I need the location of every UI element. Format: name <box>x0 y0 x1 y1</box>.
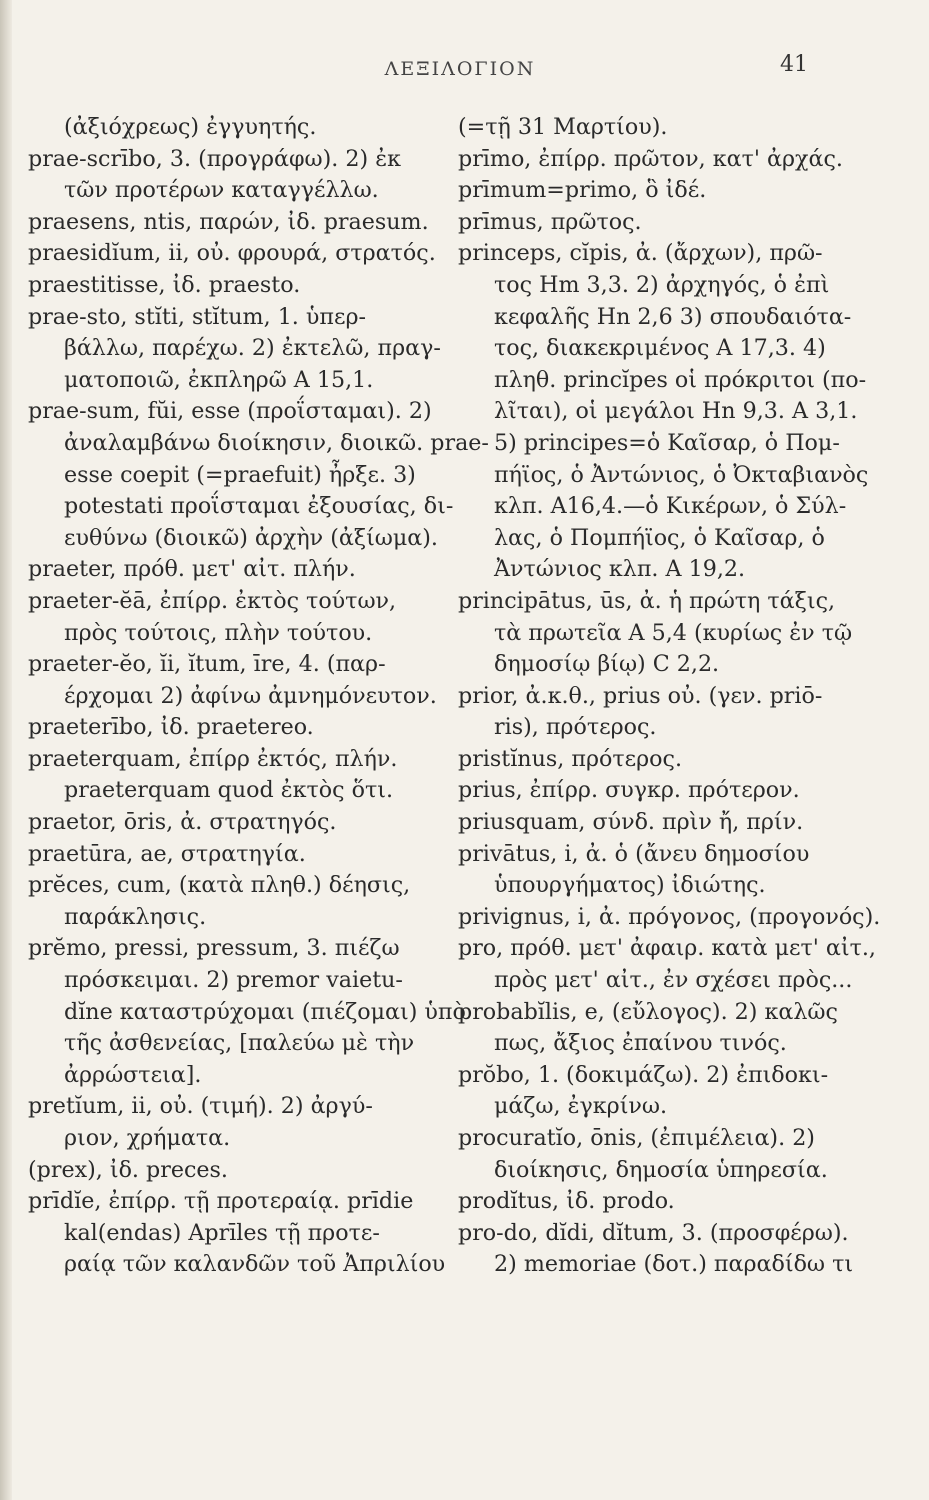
entry-line: pro-do, dĭdi, dĭtum, 3. (προσφέρω). <box>458 1219 849 1246</box>
entry-continuation-line: ευθύνω (διοικῶ) ἀρχὴν (ἀξίωμα). <box>64 524 438 551</box>
entry-continuation-line: πρὸς μετ' αἰτ., ἐν σχέσει πρὸς... <box>494 967 853 994</box>
entry-line: praeter-ĕā, ἐπίρρ. ἐκτὸς τούτων, <box>28 587 397 614</box>
entry-continuation-line: τῆς ἀσθενείας, [παλεύω μὲ τὴν <box>64 1030 415 1057</box>
entry-continuation-line: έρχομαι 2) ἀφίνω ἀμνημόνευτον. <box>64 682 437 709</box>
entry-line: prŏbo, 1. (δοκιμάζω). 2) ἐπιδοκι- <box>458 1061 829 1088</box>
entry-line: prīmus, πρῶτος. <box>458 208 642 235</box>
entry-line: praesens, ntis, παρών, ἰδ. praesum. <box>28 208 429 235</box>
right-column <box>458 112 903 1281</box>
entry-line: prīmo, ἐπίρρ. πρῶτον, κατ' ἀρχάς. <box>458 145 843 172</box>
entry-line: privignus, i, ἀ. πρόγονος, (προγονός). <box>458 903 881 930</box>
entry-continuation-line: ris), πρότερος. <box>494 714 657 741</box>
entry-continuation-line: κεφαλῆς Hn 2,6 3) σπουδαιότα- <box>494 303 852 330</box>
entry-continuation-line: ματοποιῶ, ἐκπληρῶ A 15,1. <box>64 366 374 393</box>
entry-continuation-line: esse coepit (=praefuit) ἦρξε. 3) <box>64 461 416 488</box>
entry-continuation-line: λῖται), οἱ μεγάλοι Hn 9,3. A 3,1. <box>494 398 858 425</box>
entry-continuation-line: ριον, χρήματα. <box>64 1125 231 1151</box>
entry-line: probabĭlis, e, (εὔλογος). 2) καλῶς <box>458 998 838 1025</box>
entry-continuation-line: ἀναλαμβάνω διοίκησιν, διοικῶ. prae- <box>64 429 489 456</box>
entry-line: praestitisse, ἰδ. praesto. <box>28 271 301 298</box>
entry-continuation-line: λας, ὁ Πομπήϊος, ὁ Καῖσαρ, ὁ <box>494 524 825 551</box>
page-number: 41 <box>780 52 808 77</box>
entry-line: principātus, ūs, ἀ. ἡ πρώτη τάξις, <box>458 587 836 614</box>
entry-line: princeps, cĭpis, ἀ. (ἄρχων), πρῶ- <box>458 240 823 267</box>
entry-line: privātus, i, ἀ. ὁ (ἄνευ δημοσίου <box>458 840 810 867</box>
left-column <box>28 112 489 1281</box>
entry-line: pro, πρόθ. μετ' ἀφαιρ. κατὰ μετ' αἰτ., <box>458 935 876 962</box>
entry-continuation-line: τος, διακεκριμένος A 17,3. 4) <box>494 335 826 362</box>
entry-continuation-line: ἀρρώστεια]. <box>64 1061 202 1088</box>
entry-continuation-line: ὑπουργήματος) ἰδιώτης. <box>494 872 766 899</box>
entry-continuation-line: πρὸς τούτοις, πλὴν τούτου. <box>64 619 373 646</box>
entry-continuation-line: τῶν προτέρων καταγγέλλω. <box>64 177 379 204</box>
entry-continuation-line: πρόσκειμαι. 2) premor vaietu- <box>64 967 403 994</box>
entry-line: pretĭum, ii, οὐ. (τιμή). 2) ἀργύ- <box>28 1093 373 1120</box>
entry-continuation-line: πήϊος, ὁ Ἀντώνιος, ὁ Ὀκταβιανὸς <box>494 461 869 488</box>
entry-line: prior, ἀ.κ.θ., prius οὐ. (γεν. priō- <box>458 682 823 709</box>
entry-continuation-line: πως, ἄξιος ἐπαίνου τινός. <box>494 1030 787 1057</box>
entry-line: prīdĭe, ἐπίρρ. τῇ προτεραίᾳ. prīdie <box>28 1188 414 1215</box>
entry-line: pristĭnus, πρότερος. <box>458 745 683 772</box>
entry-line: praeterquam, ἐπίρρ ἐκτός, πλήν. <box>28 745 398 772</box>
entry-line: praetūra, ae, στρατηγία. <box>28 840 306 867</box>
entry-line: prĕmo, pressi, pressum, 3. πιέζω <box>28 935 400 962</box>
entry-continuation-line: praeterquam quod ἐκτὸς ὅτι. <box>64 777 394 804</box>
entry-continuation-line: (ἀξιόχρεως) ἐγγυητής. <box>64 114 317 140</box>
entry-continuation-line: 5) principes=ὁ Καῖσαρ, ὁ Πομ- <box>494 429 840 456</box>
entry-line: prodĭtus, ἰδ. prodo. <box>458 1188 675 1215</box>
entry-line: praetor, ōris, ἀ. στρατηγός. <box>28 809 337 836</box>
entry-continuation-line: 2) memoriae (δοτ.) παραδίδω τι <box>494 1251 854 1278</box>
entry-continuation-line: δημοσίῳ βίῳ) C 2,2. <box>494 651 720 678</box>
entry-line: prae-scrībo, 3. (προγράφω). 2) ἐκ <box>28 145 401 172</box>
entry-continuation-line: βάλλω, παρέχω. 2) ἐκτελῶ, πραγ- <box>64 335 441 362</box>
page-header <box>0 52 929 92</box>
entry-line: (=τῇ 31 Μαρτίου). <box>458 114 668 140</box>
entry-line: prius, ἐπίρρ. συγκρ. πρότερον. <box>458 777 800 804</box>
running-title: ΛΕΞΙΛΟΓΙΟΝ <box>384 58 536 80</box>
entry-continuation-line: potestati προΐσταμαι ἐξουσίας, δι- <box>64 493 454 520</box>
entry-line: prae-sto, stĭti, stĭtum, 1. ὑπερ- <box>28 303 367 330</box>
entry-continuation-line: κλπ. A16,4.—ὁ Κικέρων, ὁ Σύλ- <box>494 493 847 520</box>
entry-line: praeter-ĕo, ĭi, ĭtum, īre, 4. (παρ- <box>28 651 386 678</box>
entry-continuation-line: παράκλησις. <box>64 903 207 930</box>
entry-continuation-line: dĭne καταστρύχομαι (πιέζομαι) ὑπὸ <box>64 998 466 1025</box>
binding-edge <box>0 0 12 1500</box>
entry-continuation-line: ραίᾳ τῶν καλανδῶν τοῦ Ἀπριλίου <box>64 1251 446 1278</box>
entry-line: praeterībo, ἰδ. praetereo. <box>28 714 314 741</box>
entry-continuation-line: τος Hm 3,3. 2) ἀρχηγός, ὁ ἐπὶ <box>494 271 830 298</box>
entry-continuation-line: Ἀντώνιος κλπ. A 19,2. <box>494 556 746 583</box>
entry-continuation-line: kal(endas) Aprīles τῇ προτε- <box>64 1219 380 1246</box>
entry-continuation-line: διοίκησις, δημοσία ὑπηρεσία. <box>494 1156 828 1183</box>
entry-line: procuratĭo, ōnis, (ἐπιμέλεια). 2) <box>458 1125 815 1151</box>
entry-line: prīmum=primo, ὃ ἰδέ. <box>458 177 707 204</box>
entry-line: (prex), ἰδ. preces. <box>28 1156 228 1183</box>
entry-continuation-line: τὰ πρωτεῖα A 5,4 (κυρίως ἐν τῷ <box>494 619 853 646</box>
entry-line: priusquam, σύνδ. πρὶν ἤ, πρίν. <box>458 809 804 836</box>
entry-continuation-line: μάζω, ἐγκρίνω. <box>494 1093 668 1120</box>
entry-line: praeter, πρόθ. μετ' αἰτ. πλήν. <box>28 556 356 583</box>
entry-line: prĕces, cum, (κατὰ πληθ.) δέησις, <box>28 872 411 899</box>
entry-line: praesidĭum, ii, οὐ. φρουρά, στρατός. <box>28 240 436 267</box>
entry-line: prae-sum, fŭi, esse (προΐσταμαι). 2) <box>28 398 432 425</box>
entry-continuation-line: πληθ. princĭpes οἱ πρόκριτοι (πο- <box>494 366 867 393</box>
